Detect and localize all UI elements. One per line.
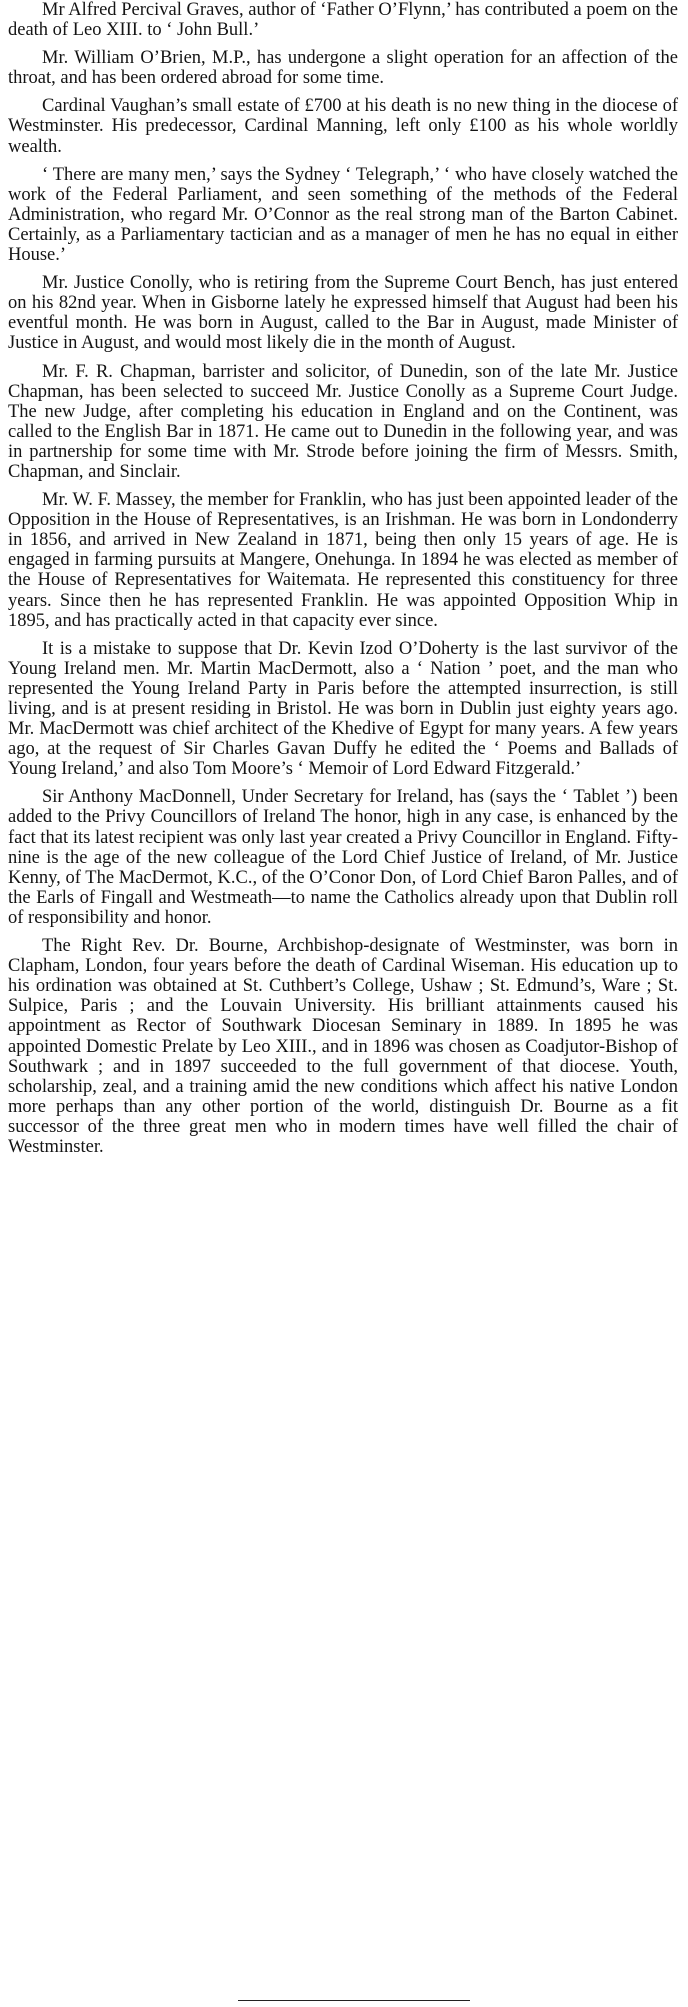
paragraph-chapman: Mr. F. R. Chapman, barrister and solicitor, of Dunedin, son of the late Mr. Justice Chapman, has been selected to succeed Mr. Justice Conolly as a Supreme Court Judge. The new Judge, after completing his education in England and on the Continent, was called to the English Bar in 1871. He came out to Dunedin in the following year, and was in partnership for some time with Mr. Strode before joining the firm of Messrs. Smith, Chapman, and Sinclair.: [8, 361, 678, 482]
paragraph-massey: Mr. W. F. Massey, the member for Franklin, who has just been appointed leader of the Opposition in the House of Representatives, is an Irishman. He was born in Londonderry in 1856, and arrived in New Zealand in 1871, being then only 15 years of age. He is engaged in farming pursuits at Mangere, Onehunga. In 1894 he was elected as member of the House of Representatives for Waitemata. He represented this constituency for three years. Since then he has represented Franklin. He was appointed Opposition Whip in 1895, and has practically acted in that capacity ever since.: [8, 490, 678, 631]
paragraph-macdermott: It is a mistake to suppose that Dr. Kevin Izod O’Doherty is the last survivor of the Young Ireland men. Mr. Martin MacDermott, also a ‘ Nation ’ poet, and the man who represented the Young Ireland Party in Paris before the attempted insurrection, is still living, and is at present residing in Bristol. He was born in Dublin just eighty years ago. Mr. MacDermott was chief architect of the Khedive of Egypt for many years. A few years ago, at the request of Sir Charles Gavan Duffy he edited the ‘ Poems and Ballads of Young Ireland,’ and also Tom Moore’s ‘ Memoir of Lord Edward Fitzgerald.’: [8, 638, 678, 780]
paragraph-obrien: Mr. William O’Brien, M.P., has undergone a slight operation for an affection of the throat, and has been ordered abroad for some time.: [8, 48, 678, 89]
paragraph-macdonnell: Sir Anthony MacDonnell, Under Secretary for Ireland, has (says the ‘ Tablet ’) been added to the Privy Councillors of Ireland The honor, high in any case, is enhanced by the fact that its latest recipient was only last year created a Privy Councillor in England. Fifty-nine is the age of the new colleague of the Lord Chief Justice of Ireland, of Mr. Justice Kenny, of The MacDermot, K.C., of the O’Conor Don, of Lord Chief Baron Palles, and of the Earls of Fingall and Westmeath—to name the Catholics already upon that Dublin roll of responsibility and honor.: [8, 787, 678, 928]
paragraph-conolly: Mr. Justice Conolly, who is retiring from the Supreme Court Bench, has just entered on his 82nd year. When in Gisborne lately he expressed himself that August had been his eventful month. He was born in August, called to the Bar in August, made Minister of Justice in August, and would most likely die in the month of August.: [8, 273, 678, 354]
paragraph-bourne: The Right Rev. Dr. Bourne, Archbishop-designate of Westminster, was born in Clapham, London, four years before the death of Cardinal Wiseman. His education up to his ordination was obtained at St. Cuthbert’s College, Ushaw ; St. Edmund’s, Ware ; St. Sulpice, Paris ; and the Louvain University. His brilliant attainments caused his appointment as Rector of Southwark Diocesan Seminary in 1889. In 1895 he was appointed Domestic Prelate by Leo XIII., and in 1896 was chosen as Coadjutor-Bishop of Southwark ; and in 1897 succeeded to the full government of that diocese. Youth, scholarship, zeal, and a training amid the new conditions which affect his native London more perhaps than any other portion of the world, distinguish Dr. Bourne as a fit successor of the three great men who in modern times have well filled the chair of Westminster.: [8, 936, 678, 1157]
paragraph-vaughan: Cardinal Vaughan’s small estate of £700 at his death is no new thing in the diocese of Westminster. His predecessor, Cardinal Manning, left only £100 as his whole worldly wealth.: [8, 96, 678, 157]
paragraph-oconnor: ‘ There are many men,’ says the Sydney ‘ Telegraph,’ ‘ who have closely watched the work of the Federal Parliament, and seen something of the methods of the Federal Administration, who regard Mr. O’Connor as the real strong man of the Barton Cabinet. Certainly, as a Parliamentary tactician and as a manager of men he has no equal in either House.’: [8, 164, 678, 266]
paragraph-graves: Mr Alfred Percival Graves, author of ‘Father O’Flynn,’ has contributed a poem on the death of Leo XIII. to ‘ John Bull.’: [8, 0, 678, 41]
closing-rule-divider: [238, 2000, 470, 2001]
